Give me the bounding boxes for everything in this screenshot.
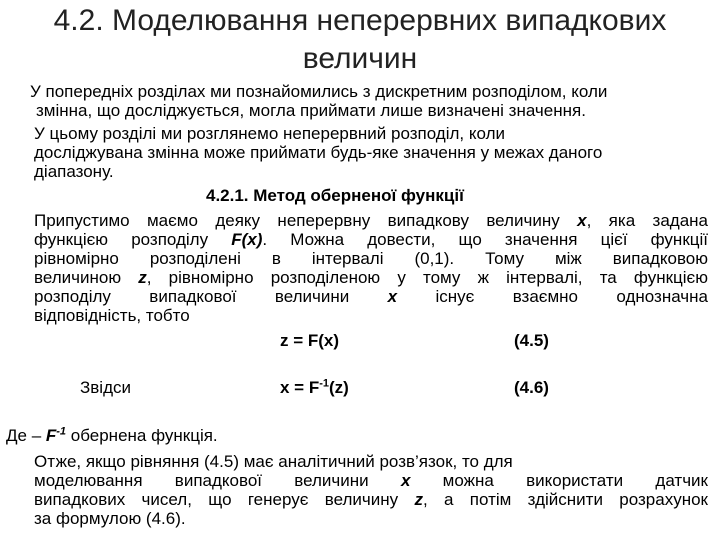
conclusion-paragraph — [34, 452, 708, 528]
text-line: Припустимо маємо деяку неперервну випадкову величину x, яка задана — [34, 211, 709, 230]
equation-label: Звідси — [80, 378, 131, 397]
method-paragraph — [34, 211, 708, 325]
text-line: У попередніх розділах ми познайомились з дискретним розподілом, коли — [30, 82, 608, 101]
text-line: У цьому розділі ми розглянемо неперервний розподіл, коли — [34, 124, 505, 143]
section-heading: 4.2.1. Метод оберненої функції — [206, 186, 464, 205]
text-line: функцією розподілу F(x). Можна довести, що значення цієї функції — [34, 230, 708, 249]
equation-4-5: z = F(x) — [280, 331, 340, 350]
equation-4-6: $x = F^{-1}(z)$ — [280, 377, 349, 397]
text-line: досліджувана змінна може приймати будь-яке значення у межах даного — [34, 143, 603, 162]
variable: x — [387, 287, 398, 306]
variable: x — [400, 471, 411, 490]
scope-paragraph — [34, 124, 710, 181]
variable: z — [414, 490, 423, 509]
text-line: діапазону. — [34, 162, 114, 181]
intro-paragraph — [30, 82, 706, 120]
variable: F — [45, 426, 57, 445]
text-line: моделювання випадкової величини x можна використати датчик — [34, 471, 708, 490]
inverse-note: Де – $F^{-1}$ обернена функція. — [6, 425, 218, 445]
text-line: за формулою (4.6). — [34, 509, 186, 528]
text-line: розподілу випадкової величини x існує взаємно однозначна — [34, 287, 708, 306]
text-line: відповідність, тобто — [34, 306, 190, 325]
text-line: рівномірно розподілені в інтервалі (0,1). Тому між випадковою — [34, 249, 708, 268]
text-line: Отже, якщо рівняння (4.5) має аналітичний розв’язок, то для — [34, 452, 513, 471]
equation-number: (4.6) — [514, 378, 549, 397]
variable: x — [577, 211, 587, 230]
text-line: змінна, що досліджується, могла приймати лише визначені значення. — [36, 101, 586, 120]
variable: F(x) — [231, 230, 263, 249]
variable: z — [138, 268, 147, 287]
text-line: величиною z, рівномірно розподіленою у тому ж інтервалі, та функцією — [34, 268, 708, 287]
text-line: випадкових чисел, що генерує величину z, а потім здійснити розрахунок — [34, 490, 708, 509]
equation-number: (4.5) — [514, 331, 549, 350]
page-title: 4.2. Моделювання неперервних випадкових величин — [53, 4, 667, 75]
